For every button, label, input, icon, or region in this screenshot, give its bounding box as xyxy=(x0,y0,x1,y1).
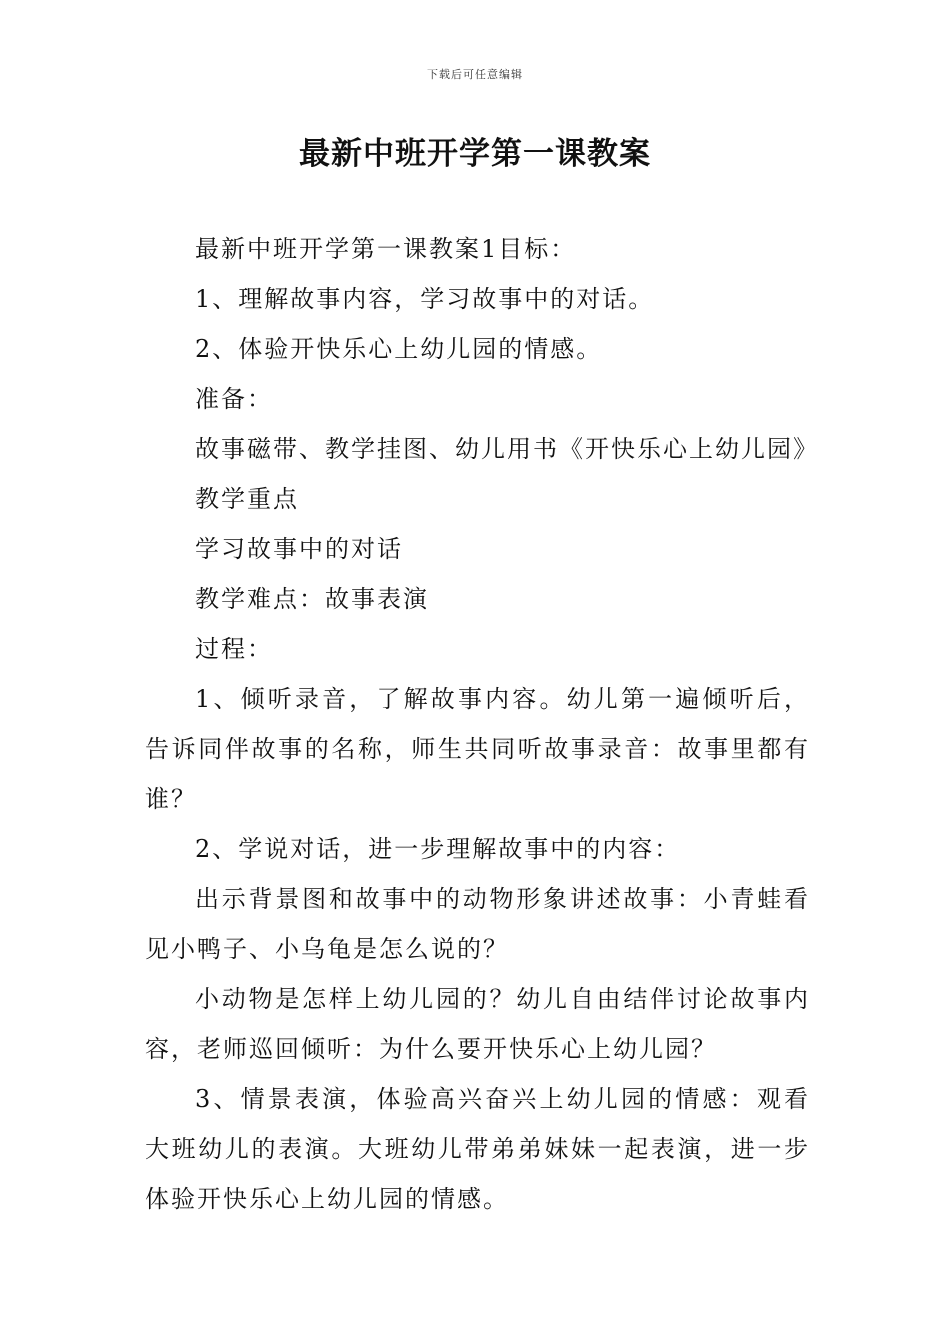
paragraph-process-step-3: 3、情景表演，体验高兴奋兴上幼儿园的情感：观看大班幼儿的表演。大班幼儿带弟弟妹妹一起表演，进一步体验开快乐心上幼儿园的情感。 xyxy=(145,1085,810,1213)
paragraph-process-step-2: 2、学说对话，进一步理解故事中的内容： xyxy=(195,835,681,863)
paragraph-process-step-1: 1、倾听录音，了解故事内容。幼儿第一遍倾听后，告诉同伴故事的名称，师生共同听故事录音：故事里都有谁？ xyxy=(145,685,810,813)
paragraph-storytelling: 出示背景图和故事中的动物形象讲述故事：小青蛙看见小鸭子、小乌龟是怎么说的？ xyxy=(145,885,810,963)
paragraph-objectives-heading: 最新中班开学第一课教案1目标： xyxy=(195,235,577,263)
document-title: 最新中班开学第一课教案 xyxy=(299,136,651,172)
paragraph-process-heading: 过程： xyxy=(195,635,273,663)
paragraph-difficulty: 教学难点：故事表演 xyxy=(195,585,429,613)
paragraph-key-point-heading: 教学重点 xyxy=(195,485,299,513)
document-body xyxy=(145,224,819,1224)
page-header-note: 下载后可任意编辑 xyxy=(427,68,523,81)
paragraph-objective-2: 2、体验开快乐心上幼儿园的情感。 xyxy=(195,335,603,363)
paragraph-discussion: 小动物是怎样上幼儿园的？幼儿自由结伴讨论故事内容，老师巡回倾听：为什么要开快乐心上幼儿园？ xyxy=(145,985,810,1063)
paragraph-key-point: 学习故事中的对话 xyxy=(195,535,403,563)
paragraph-preparation-heading: 准备： xyxy=(195,385,273,413)
paragraph-objective-1: 1、理解故事内容，学习故事中的对话。 xyxy=(195,285,655,313)
paragraph-preparation-materials: 故事磁带、教学挂图、幼儿用书《开快乐心上幼儿园》 xyxy=(195,435,819,463)
